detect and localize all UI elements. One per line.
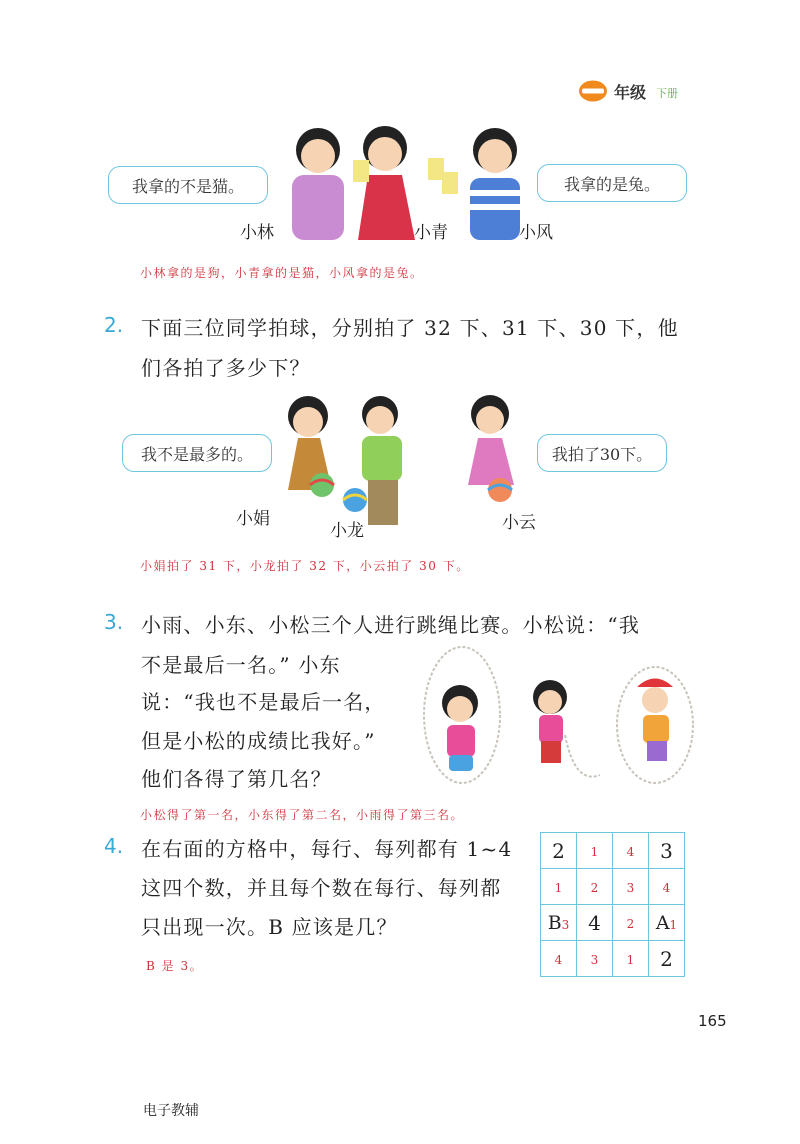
question-text: 但是小松的成绩比我好。”	[141, 729, 376, 753]
grid-cell-b	[541, 905, 577, 941]
question-number: 2.	[104, 313, 124, 337]
cell-answer-number: 4	[554, 953, 563, 967]
name-label: 小青	[414, 223, 448, 243]
question-text: 他们各得了第几名？	[141, 767, 332, 791]
grid-cell	[649, 869, 685, 905]
cell-answer-number: 3	[590, 953, 599, 967]
speech-bubble-left	[108, 166, 268, 204]
grade-label: 年级	[614, 83, 647, 102]
cell-given-number: 2	[660, 946, 673, 971]
grid-cell	[577, 869, 613, 905]
question-text: 小雨、小东、小松三个人进行跳绳比赛。小松说：“我	[141, 613, 641, 637]
problem1-children-illustration	[280, 120, 530, 240]
question-text: 们各拍了多少下？	[141, 356, 311, 380]
cell-answer-number: 2	[590, 881, 599, 895]
grid-cell	[577, 833, 613, 869]
grid-cell	[613, 941, 649, 977]
number-grid	[540, 832, 685, 977]
footer-watermark: 电子教辅	[143, 1103, 199, 1119]
grade-badge-icon	[578, 80, 608, 102]
name-label: 小娟	[236, 509, 270, 529]
name-label: 小林	[240, 223, 274, 243]
grid-row	[541, 833, 685, 869]
bubble-text: 我拿的是兔。	[563, 174, 660, 194]
grid-cell	[649, 941, 685, 977]
grid-cell-a	[649, 905, 685, 941]
cell-given-number: 4	[588, 910, 601, 935]
bubble-text: 我拍了30下。	[551, 444, 653, 464]
question-text: 在右面的方格中，每行、每列都有 1~4	[141, 837, 513, 861]
bubble-text: 我拿的不是猫。	[131, 176, 244, 196]
cell-answer-number: 1	[590, 845, 599, 859]
name-label: 小风	[519, 223, 553, 243]
question-number: 3.	[104, 610, 124, 634]
cell-answer-number: 3	[626, 881, 635, 895]
answer-text: 小林拿的是狗，小青拿的是猫，小风拿的是兔。	[140, 266, 424, 280]
answer-text: 小松得了第一名，小东得了第二名，小雨得了第三名。	[140, 808, 465, 822]
grid-row	[541, 941, 685, 977]
question-number: 4.	[104, 834, 124, 858]
speech-bubble-left	[122, 434, 272, 472]
speech-bubble-right	[537, 164, 687, 202]
answer-text: B 是 3。	[146, 959, 204, 973]
grid-cell	[577, 941, 613, 977]
speech-bubble-right	[537, 434, 667, 472]
grid-cell	[613, 905, 649, 941]
name-label: 小龙	[330, 521, 364, 541]
question-text: 只出现一次。B 应该是几？	[141, 915, 398, 939]
cell-answer-number: 2	[626, 917, 635, 931]
grid-cell	[541, 833, 577, 869]
grid-cell	[541, 941, 577, 977]
problem3-jump-rope-illustration	[415, 645, 700, 795]
problem2-children-illustration	[270, 390, 540, 535]
cell-answer-number: 4	[626, 845, 635, 859]
question-text: 说：“我也不是最后一名，	[141, 690, 386, 714]
grid-row	[541, 869, 685, 905]
answer-text: 小娟拍了 31 下，小龙拍了 32 下，小云拍了 30 下。	[140, 559, 470, 573]
question-text: 不是最后一名。” 小东	[141, 653, 341, 677]
cell-answer-number: 4	[662, 881, 671, 895]
cell-answer-number: 1	[669, 917, 678, 932]
cell-letter: A	[655, 911, 670, 934]
grid-cell	[613, 869, 649, 905]
bubble-text: 我不是最多的。	[140, 444, 253, 464]
cell-letter: B	[547, 911, 562, 934]
grid-cell	[649, 833, 685, 869]
grid-cell	[577, 905, 613, 941]
grid-cell	[541, 869, 577, 905]
volume-label: 下册	[656, 87, 678, 100]
grid-row	[541, 905, 685, 941]
page-number: 165	[698, 1012, 727, 1030]
cell-answer-number: 1	[626, 953, 635, 967]
cell-given-number: 2	[552, 838, 565, 863]
cell-answer-number: 3	[561, 917, 570, 932]
question-text: 下面三位同学拍球，分别拍了 32 下、31 下、30 下，他	[141, 316, 679, 340]
cell-given-number: 3	[660, 838, 673, 863]
grid-cell	[613, 833, 649, 869]
question-text: 这四个数，并且每个数在每行、每列都	[141, 876, 502, 900]
name-label: 小云	[502, 513, 536, 533]
cell-answer-number: 1	[554, 881, 563, 895]
